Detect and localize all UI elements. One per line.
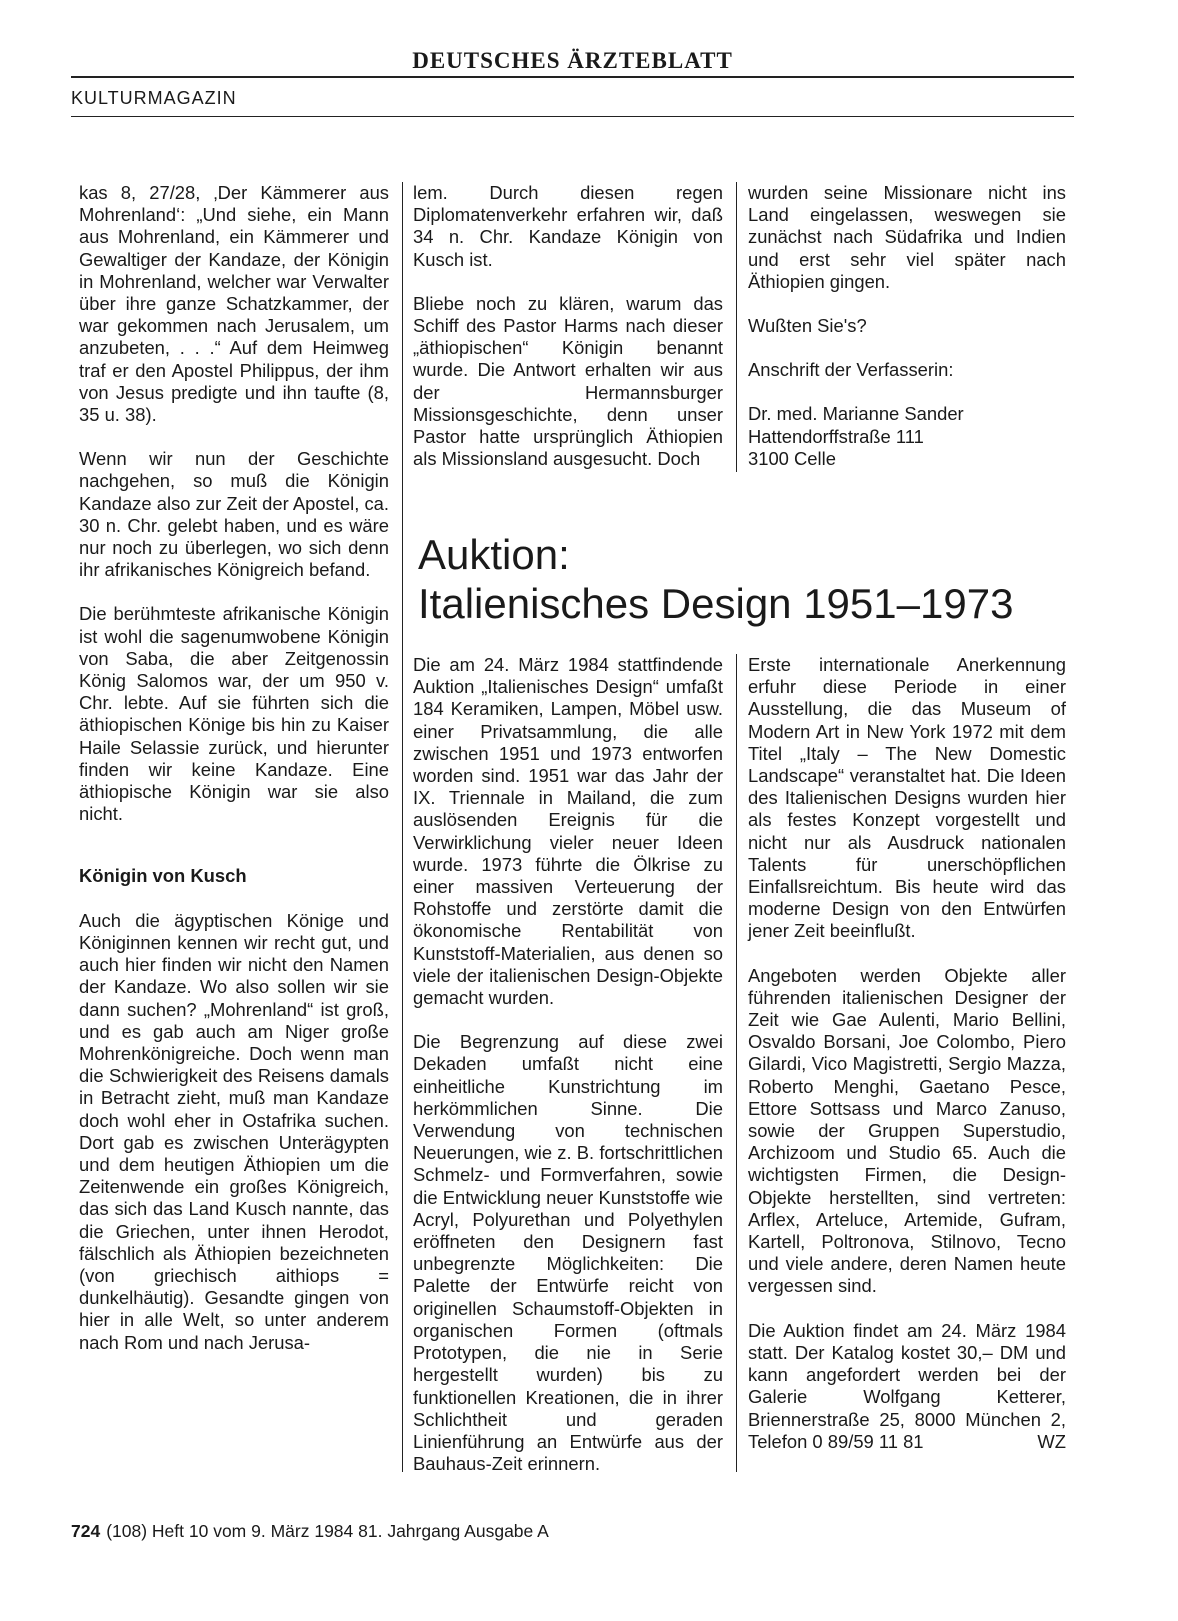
paragraph xyxy=(748,1320,1066,1453)
author-signature: WZ xyxy=(1037,1430,1066,1452)
subheading: Königin von Kusch xyxy=(79,865,247,887)
column-divider xyxy=(736,182,737,472)
paragraph: lem. Durch diesen regen Diplomatenverkehr erfahren wir, daß 34 n. Chr. Kandaze Königin von Kusch ist. xyxy=(413,182,723,270)
paragraph: wurden seine Missionare nicht ins Land eingelassen, weswegen sie zunächst nach Südafrika und Indien und erst sehr viel später nach Äthiopien gingen. xyxy=(748,182,1066,292)
column-divider xyxy=(736,654,737,1472)
paragraph: Die Begrenzung auf diese zwei Dekaden umfaßt nicht eine einheitliche Kunstrichtung im herkömmlichen Sinne. Die Verwendung von technischen Neuerungen, wie z. B. fortschrittlichen Schmelz- und Formverfahren, sowie die Entwicklung neuer Kunststoffe wie Acryl, Polyurethan und Polyethylen eröffneten den Designern fast unbegrenzte Möglichkeiten: Die Palette der Entwürfe reicht von originellen Schaumstoff-Objekten in organischen Formen (oftmals Prototypen, die nie in Serie hergestellt wurden) bis zu funktionellen Kreationen, die in ihrer Schlichtheit und geraden Linienführung an Entwürfe aus der Bauhaus-Zeit erinnern. xyxy=(413,1031,723,1475)
column-2-top xyxy=(413,182,723,492)
paragraph: Wußten Sie's? xyxy=(748,315,867,337)
section-rule xyxy=(71,116,1074,117)
paragraph: Die berühmteste afrikanische Königin ist wohl die sagenumwobene Königin von Saba, die aber Zeitgenossin König Salomos war, der um 950 v. Chr. lebte. Auf sie führten sich die äthiopischen Könige bis hin zu Kaiser Haile Selassie zurück, und hierunter finden wir keine Kandaze. Eine äthiopische Königin war sie also nicht. xyxy=(79,603,389,825)
column-2-bottom xyxy=(413,654,723,1497)
address-line: 3100 Celle xyxy=(748,447,836,469)
issue-info: (108) Heft 10 vom 9. März 1984 81. Jahrgang Ausgabe A xyxy=(106,1521,549,1541)
address-line: Dr. med. Marianne Sander xyxy=(748,403,964,425)
column-3-bottom xyxy=(748,654,1066,1475)
paragraph: Angeboten werden Objekte aller führenden italienischen Designer der Zeit wie Gae Aulenti, Mario Bellini, Osvaldo Borsani, Joe Colombo, Piero Gilardi, Vico Magistretti, Sergio Mazza, Roberto Menghi, Gaetano Pesce, Ettore Sottsass und Marco Zanuso, sowie der Gruppen Superstudio, Archizoom und Studio 65. Auch die wichtigsten Firmen, die Design-Objekte herstellten, sind vertreten: Arflex, Arteluce, Artemide, Gufram, Kartell, Poltronova, Stilnovo, Tecno und viele andere, deren Namen heute vergessen sind. xyxy=(748,964,1066,1297)
headline-line: Italienisches Design 1951–1973 xyxy=(418,580,1014,627)
column-3-top xyxy=(748,182,1066,470)
page-footer xyxy=(71,1521,549,1542)
address-line: Hattendorffstraße 111 xyxy=(748,425,924,447)
headline-line: Auktion: xyxy=(418,531,570,578)
paragraph: Auch die ägyptischen Könige und Königinnen kennen wir recht gut, und auch hier finden wir nicht den Namen der Kandaze. Wo also sollen wir sie dann suchen? „Mohrenland“ ist groß, und es gab auch am Niger große Mohrenkönigreiche. Doch wenn man die Schwierigkeit des Reisens damals in Betracht zieht, muß man Kandaze doch wohl eher in Ostafrika suchen. Dort gab es zwischen Unterägypten und dem heutigen Äthiopien um die Zeitenwende ein großes Königreich, das sich das Land Kusch nannte, das die Griechen, unter ihnen Herodot, fälschlich als Äthiopien bezeichneten (von griechisch aithiops = dunkelhäutig). Gesandte gingen von hier in alle Welt, so unter anderem nach Rom und nach Jerusa- xyxy=(79,909,389,1353)
section-label: KULTURMAGAZIN xyxy=(71,88,237,108)
paragraph: Wenn wir nun der Geschichte nachgehen, so muß die Königin Kandaze also zur Zeit der Apostel, ca. 30 n. Chr. gelebt haben, und es wäre nur noch zu überlegen, wo sich denn ihr afrikanisches Königreich befand. xyxy=(79,448,389,581)
masthead: DEUTSCHES ÄRZTEBLATT xyxy=(412,48,733,73)
paragraph: Erste internationale Anerkennung erfuhr diese Periode in einer Ausstellung, die das Museum of Modern Art in New York 1972 mit dem Titel „Italy – The New Domestic Landscape“ veranstaltet hat. Die Ideen des Italienischen Designs wurden hier als festes Konzept vorgestellt und nicht nur als Ausdruck nationalen Talents für unerschöpflichen Einfallsreichtum. Bis heute wird das moderne Design von den Entwürfen jener Zeit beeinflußt. xyxy=(748,654,1066,942)
paragraph-text: Die Auktion findet am 24. März 1984 statt. Der Katalog kostet 30,– DM und kann angefordert werden bei der Galerie Wolfgang Ketterer, Briennerstraße 25, 8000 München 2, Telefon 0 89/59 11 81 xyxy=(748,1319,1066,1452)
paragraph: kas 8, 27/28, ‚Der Kämmerer aus Mohrenland‘: „Und siehe, ein Mann aus Mohrenland, ein Kämmerer und Gewaltiger der Kandaze, der Königin in Mohrenland, welcher war Verwalter über ihre ganze Schatzkammer, der war gekommen nach Jerusalem, um anzubeten, . . .“ Auf dem Heimweg traf er den Apostel Philippus, der ihm von Jesus predigte und ihn taufte (8, 35 u. 38). xyxy=(79,182,389,426)
column-1 xyxy=(79,182,389,1376)
paragraph: Anschrift der Verfasserin: xyxy=(748,359,954,381)
paragraph: Die am 24. März 1984 stattfindende Auktion „Italienisches Design“ umfaßt 184 Keramiken, Lampen, Möbel usw. einer Privatsammlung, die alle zwischen 1951 und 1973 entworfen worden sind. 1951 war das Jahr der IX. Triennale in Mailand, die zum auslösenden Ereignis für die Verwirklichung vieler neuer Ideen wurde. 1973 führte die Ölkrise zu einer massiven Verteuerung der Rohstoffe und zerstörte damit die ökonomische Rentabilität von Kunststoff-Materialien, aus denen so viele der italienischen Design-Objekte gemacht wurden. xyxy=(413,654,723,1009)
masthead-rule xyxy=(71,76,1074,78)
column-divider xyxy=(402,182,403,1472)
paragraph: Bliebe noch zu klären, warum das Schiff des Pastor Harms nach dieser „äthiopischen“ Königin benannt wurde. Die Antwort erhalten wir aus der Hermannsburger Missionsgeschichte, denn unser Pastor hatte ursprünglich Äthiopien als Missionsland ausgesucht. Doch xyxy=(413,292,723,470)
page-number: 724 xyxy=(71,1521,101,1541)
article-headline xyxy=(418,530,1078,628)
